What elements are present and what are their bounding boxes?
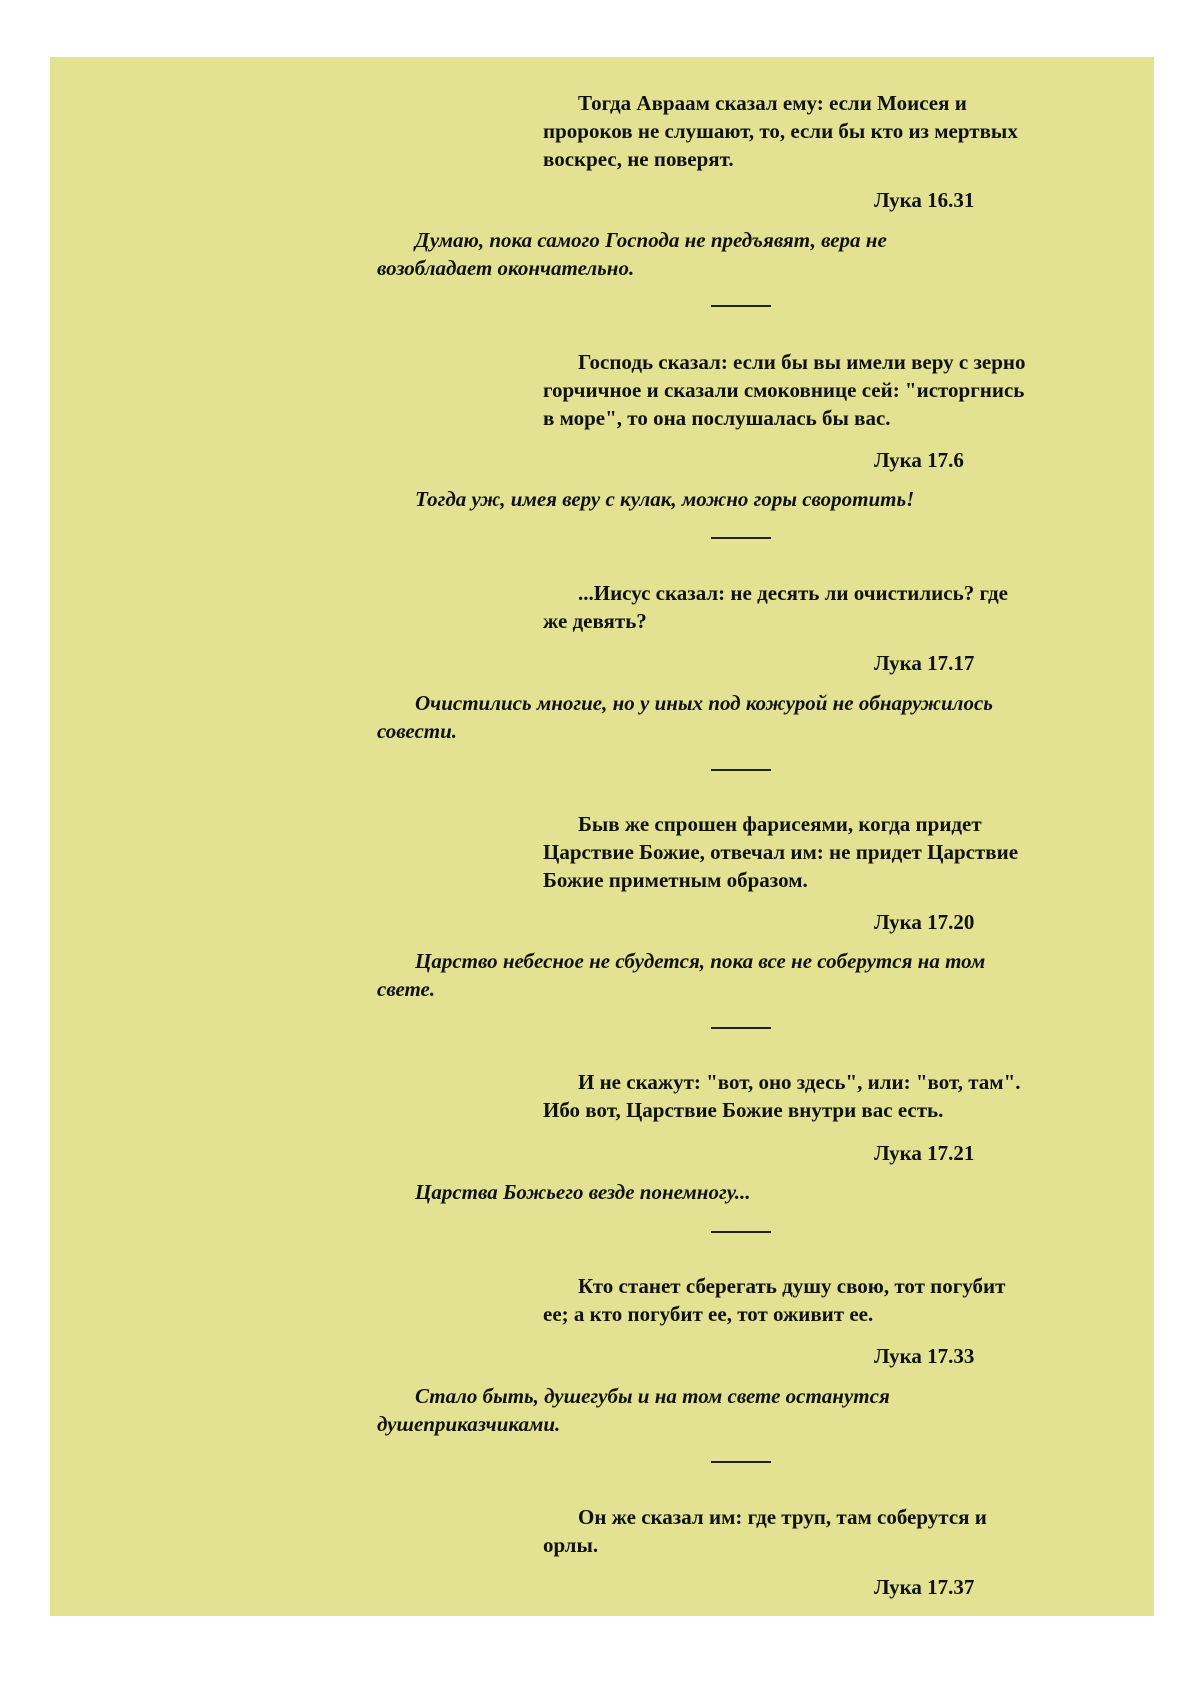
comment-line: совести.	[377, 719, 458, 743]
quote-line: Быв же спрошен фарисеями, когда придет	[578, 812, 982, 836]
scripture-quote	[543, 1068, 1173, 1124]
scripture-reference: Лука 16.31	[874, 188, 975, 212]
quote-line: в море", то она послушалась бы вас.	[543, 406, 891, 430]
quote-line: же девять?	[543, 609, 647, 633]
author-comment	[377, 1178, 1107, 1206]
scripture-quote	[543, 89, 1173, 173]
author-comment	[377, 485, 1107, 513]
quote-line: орлы.	[543, 1533, 599, 1557]
scripture-quote	[543, 1503, 1173, 1559]
quote-line: Тогда Авраам сказал ему: если Моисея и	[578, 91, 967, 115]
quote-line: пророков не слушают, то, если бы кто из мертвых	[543, 119, 1018, 143]
document-page	[50, 57, 1154, 1616]
scripture-reference: Лука 17.33	[874, 1344, 975, 1368]
quote-line: Господь сказал: если бы вы имели веру с зерно	[578, 350, 1026, 374]
comment-line: Стало быть, душегубы и на том свете останутся	[415, 1384, 890, 1408]
comment-line: Царства Божьего везде понемногу...	[415, 1180, 751, 1204]
author-comment	[377, 226, 1107, 282]
scripture-reference: Лука 17.21	[874, 1141, 975, 1165]
author-comment	[377, 1382, 1107, 1438]
scripture-quote	[543, 348, 1173, 432]
quote-line: Царствие Божие, отвечал им: не придет Царствие	[543, 840, 1019, 864]
comment-line: свете.	[377, 977, 436, 1001]
quote-line: воскрес, не поверят.	[543, 147, 734, 171]
comment-line: Тогда уж, имея веру с кулак, можно горы своротить!	[415, 487, 915, 511]
comment-line: Царство небесное не сбудется, пока все не соберутся на том	[415, 949, 986, 973]
scripture-reference: Лука 17.37	[874, 1575, 975, 1599]
scripture-quote	[543, 810, 1173, 894]
author-comment	[377, 689, 1107, 745]
quote-line: Кто станет сберегать душу свою, тот погубит	[578, 1274, 1006, 1298]
separator-rule	[711, 1027, 771, 1029]
quote-line: Ибо вот, Царствие Божие внутри вас есть.	[543, 1098, 944, 1122]
author-comment	[377, 947, 1107, 1003]
scripture-reference: Лука 17.17	[874, 651, 975, 675]
comment-line: возобладает окончательно.	[377, 256, 635, 280]
quote-line: И не скажут: "вот, оно здесь", или: "вот, там".	[578, 1070, 1021, 1094]
separator-rule	[711, 537, 771, 539]
scripture-reference: Лука 17.20	[874, 910, 975, 934]
separator-rule	[711, 305, 771, 307]
comment-line: душеприказчиками.	[377, 1412, 561, 1436]
separator-rule	[711, 1231, 771, 1233]
quote-line: Он же сказал им: где труп, там соберутся и	[578, 1505, 987, 1529]
quote-line: горчичное и сказали смоковнице сей: "исторгнись	[543, 378, 1025, 402]
quote-line: ее; а кто погубит ее, тот оживит ее.	[543, 1302, 874, 1326]
scripture-quote	[543, 1272, 1173, 1328]
separator-rule	[711, 1461, 771, 1463]
quote-line: ...Иисус сказал: не десять ли очистились? где	[578, 581, 1008, 605]
scripture-reference: Лука 17.6	[874, 448, 964, 472]
scripture-quote	[543, 579, 1173, 635]
comment-line: Очистились многие, но у иных под кожурой не обнаружилось	[415, 691, 993, 715]
quote-line: Божие приметным образом.	[543, 868, 808, 892]
comment-line: Думаю, пока самого Господа не предъявят, вера не	[415, 228, 887, 252]
separator-rule	[711, 769, 771, 771]
